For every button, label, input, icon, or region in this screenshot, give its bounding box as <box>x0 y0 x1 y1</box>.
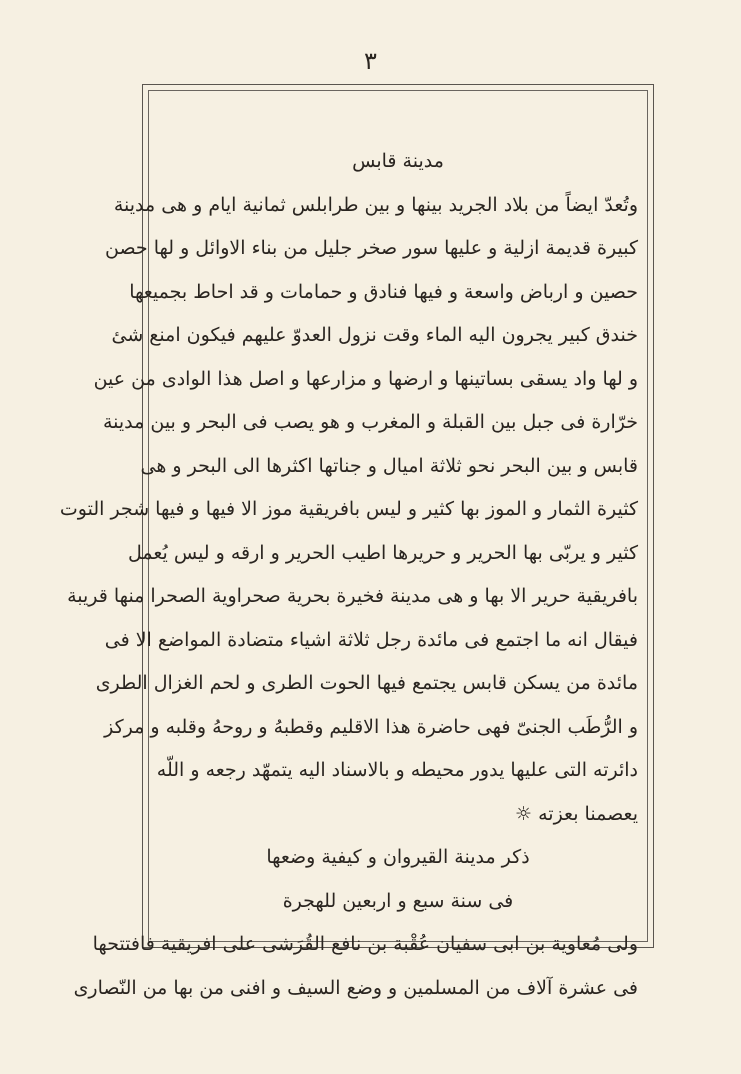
text-line: فيقال انه ما اجتمع فى مائدة رجل ثلاثة اشياء متضادة المواضع الا فى <box>104 628 638 651</box>
text-line: فى عشرة آلاف من المسلمين و وضع السيف و افنى من بها من النّصارى <box>73 976 638 999</box>
text-line: خندق كبير يجرون اليه الماء وقت نزول العدوّ عليهم فيكون امنع شئ <box>111 324 638 346</box>
text-body <box>59 140 646 1010</box>
text-line: ولى مُعاوية بن ابى سفيان عُقْبة بن نافع القُرَشى على افريقية فافتتحها <box>92 933 638 955</box>
text-line: و الرُّطَب الجنىّ فهى حاضرة هذا الاقليم وقطبهُ و روحهُ وقلبه و مركز <box>104 715 638 738</box>
text-line: كثيرة الثمار و الموز بها كثير و ليس بافريقية موز الا فيها و فيها شجر التوت <box>59 498 638 520</box>
text-line: يعصمنا بعزته ☼ <box>515 802 638 825</box>
page-number: ٣ <box>364 47 377 75</box>
section-heading: مدينة قابس <box>352 150 444 172</box>
text-line: خرّارة فى جبل بين القبلة و المغرب و هو يصب فى البحر و بين مدينة <box>102 411 638 433</box>
text-line: وتُعدّ ايضاً من بلاد الجريد بينها و بين طرابلس ثمانية ايام و هى مدينة <box>113 193 638 216</box>
section-heading: فى سنة سبع و اربعين للهجرة <box>282 889 514 912</box>
text-line: و لها واد يسقى بساتينها و ارضها و مزارعها و اصل هذا الوادى من عين <box>93 367 638 390</box>
text-line: حصين و ارباض واسعة و فيها فنادق و حمامات و قد احاط بجميعها <box>129 280 638 303</box>
text-line: بافريقية حرير الا بها و هى مدينة فخيرة بحرية صحراوية الصحرا منها قريبة <box>67 585 638 607</box>
text-line: كبيرة قديمة ازلية و عليها سور صخر جليل من بناء الاوائل و لها حصن <box>104 237 638 259</box>
text-line: مائدة من يسكن قابس يجتمع فيها الحوت الطرى و لحم الغزال الطرى <box>95 672 638 694</box>
text-line: كثير و يربّى بها الحرير و حريرها اطيب الحرير و ارقه و ليس يُعمل <box>127 541 638 564</box>
text-line: دائرته التى عليها يدور محيطه و بالاسناد اليه يتمهّد رجعه و اللّه <box>156 759 638 781</box>
text-line: قابس و بين البحر نحو ثلاثة اميال و جناتها اكثرها الى البحر و هى <box>140 454 638 477</box>
section-heading: ذكر مدينة القيروان و كيفية وضعها <box>266 846 530 868</box>
